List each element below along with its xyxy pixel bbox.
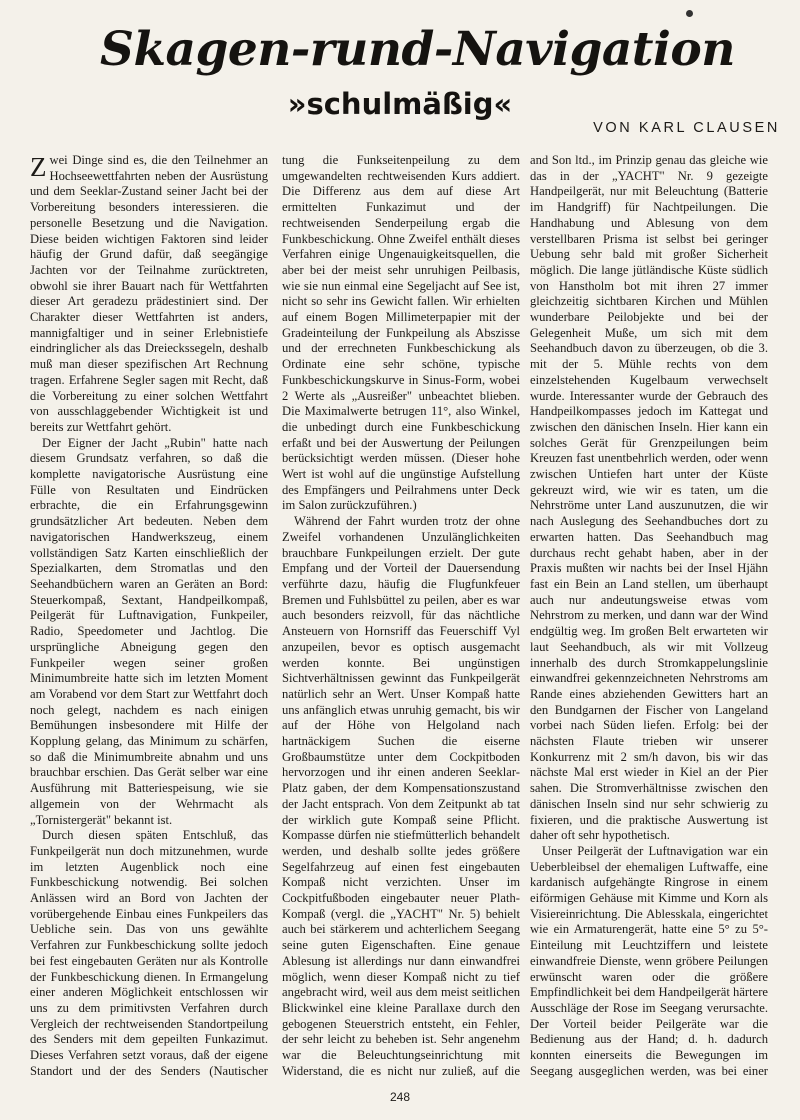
paragraph: tung die Funkseitenpeilung zu dem umgewandelten rechtweisenden Kurs addiert. Die Differenz aus dem auf diese Art ermittelten Funkazimut und der rechtweisenden Senderpeilung ergab die Funkbeschickung. Ohne Zweifel enthält dieses Verfahren einige Ungenauigkeitsquellen, die aber bei der meist sehr unruhigen Peilbasis, wie sie nun einmal eine Segeljacht auf See ist, nicht so sehr ins Gewicht fallen. Wir erhielten auf einem Bogen Millimeterpapier mit der Gradeinteilung der Funkpeilung als Abszisse und der errechneten Funkbeschickung als Ordinate eine sehr schöne, typische Funkbeschickungskurve in Sinus-Form, wobei 2 Werte als „Ausreißer" unbeachtet blieben. Die Maximalwerte betrugen 11°, also Winkel, die unbedingt durch eine Funkbeschickung erfaßt und bei der Auswertung der Peilungen berücksichtigt werden müssen. (Dieser hohe Wert ist wohl auf die ungünstige Aufstellung des Empfängers und Peilrahmens unter Deck im Salon zurückzuführen.) <box>282 153 520 513</box>
paragraph: Durch diesen späten Entschluß, das Funkpeilgerät nun doch mitzunehmen, wurde im letzten Augenblick noch eine Funkbeschickung notwendig. Bei solchen Anlässen wird an Bord von Jachten der vorübergehende Einbau eines Funkpeilers das Uebliche sein. Das von uns gewählte Verfahren zur Funkbeschickung sollte jedoch bei fest eingebauten Geräten nur als Kontrolle der Funkbeschickung dienen. In Ermangelung einer anderen Möglichkeit entschlossen wir uns zu dem primitivsten Verfahren durch Vergleich der rechtweisenden Standortpeilung des Senders mit dem gepeilten Funkazimut. Dieses Verfahren setzt voraus, daß der eigene Standort und der des Senders (Nautischer <box>30 828 268 1078</box>
paragraph: Zwei Dinge sind es, die den Teilnehmer an Hochseewettfahrten neben der Ausrüstung und dem Seeklar-Zustand seiner Jacht bei der Vorbereitung besonders interessieren. die personelle Besetzung und die Navigation. Diese beiden wichtigen Faktoren sind leider häufig der Grund dafür, daß seegängige Jachten vor der Teilnahme zurücktreten, obwohl sie ihrer Bauart nach für Wettfahrten dieser Art geradezu prädestiniert sind. Der Charakter dieser Wettfahrten ist anders, mannigfaltiger und in seiner Erlebnistiefe eindringlicher als das Dreieckssegeln, deshalb muß man dieser spezifischen Art Rechnung tragen. Erfahrene Segler sagen mit Recht, daß die Vorbereitung zu einer solchen Wettfahrt von ausschlaggebender Wichtigkeit ist und bereits zur Wettfahrt gehört. <box>30 153 268 434</box>
paragraph: Der Eigner der Jacht „Rubin" hatte nach diesem Grundsatz verfahren, so daß die komplette navigatorische Ausrüstung eine Fülle von Resultaten und Eindrücken erbrachte, die ein Erfahrungsgewinn grundsätzlicher Art bedeuten. Neben dem navigatorischen Handwerkszeug, einem vollständigen Satz Karten einschließlich der Spezialkarten, dem Stromatlas und den Seehandbüchern waren an Geräten an Bord: Steuerkompaß, Sextant, Handpeilkompaß, Peilgerät für Luftnavigation, Funkpeiler, Radio, Speedometer und Jachtlog. Die ursprüngliche Abneigung gegen den Funkpeiler wegen seiner großen Minimumbreite hatte sich im letzten Moment am Vorabend vor dem Start zur Wettfahrt doch noch gelegt, nachdem es nach einigen Bemühungen insbesondere mit Hilfe der Kopplung gelang, das Minimum zu schärfen, so daß die Minimumbreite abnahm und uns brauchbar erschien. Das Gerät selber war eine Ausführung mit Batteriespeisung, wie sie allgemein von der Wehrmacht als „Tornistergerät" bekannt ist. <box>30 435 268 827</box>
article-title: Skagen-rund-Navigation <box>100 22 735 77</box>
article-author: VON KARL CLAUSEN <box>593 120 780 136</box>
page-number: 248 <box>389 1090 411 1104</box>
print-speck <box>686 10 693 17</box>
text-column-1 <box>30 153 268 1081</box>
paragraph: Unser Peilgerät der Luftnavigation war ein Ueberbleibsel der ehemaligen Luftwaffe, eine kardanisch aufgehängte Ringrose in einem eiförmigen Gehäuse mit Kimme und Korn als Visiereinrichtung. Die Ablesskala, eingerichtet wie ein Armaturengerät, hatte eine 5° zu 5°-Einteilung mit Leuchtziffern und leistete einwandfreie Dienste, wenn gröbere Peilungen erwünscht waren oder die größere Empfindlichkeit bei dem Handpeilgerät härtere Ausschläge der Rose im Seegang verursachte. Der Vorteil beider Peilgeräte war die Bedienung aus der Hand; d. h. dadurch konnten einerseits die Bewegungen im Seegang ausgeglichen werden, was bei einer <box>530 843 768 1078</box>
article-subtitle: »schulmäßig« <box>287 87 513 121</box>
paragraph: Während der Fahrt wurden trotz der ohne Zweifel vorhandenen Unzulänglichkeiten brauchbare Funkpeilungen erzielt. Der gute Empfang und der Vorteil der Dauersendung verführte dazu, häufig die Flugfunkfeuer Bremen und Fuhlsbüttel zu peilen, aber es war auch besonders reizvoll, für das nächtliche Ansteuern von Hornsriff das Feuerschiff Vyl anzupeilen, bevor es optisch ausgemacht werden konnte. Bei ungünstigen Sichtverhältnissen gewinnt das Funkpeilgerät natürlich sehr an Wert. Unser Kompaß hatte uns anfänglich etwas unruhig gemacht, bis wir auf der Höhe von Helgoland nach hartnäckigem Suchen die eiserne Großbaumstütze unter dem Cockpitboden hervorzogen und ihr einen anderen Seeklar-Platz gaben, der dem Kompensationszustand der Jacht entsprach. Von dem Zeitpunkt ab tat der wirklich gute Kompaß seine Pflicht. Kompasse dürfen nie stiefmütterlich behandelt werden, und deshalb sollte jedes größere Segelfahrzeug auf einen fest eingebauten Kompaß nicht verzichten. Unser im Cockpitfußboden eingebauter neuer Plath-Kompaß (vergl. die „YACHT" Nr. 5) behielt auch bei stärkerem und achterlichem Seegang seine guten Eigenschaften. Eine genaue Ablesung ist allerdings nur dann einwandfrei möglich, wenn dieser Kompaß nicht zu tief angebracht wird, weil aus dem meist seitlichen Blickwinkel eine kleine Parallaxe durch den gebogenen Steuerstrich entsteht, ein Fehler, der sehr leicht zu beheben ist. Sehr angenehm war die Beleuchtungseinrichtung mit Widerstand, die es nicht nur zuließ, auf die <box>282 514 520 1078</box>
text-column-2 <box>282 153 520 1081</box>
text-column-3 <box>530 153 768 1081</box>
paragraph: and Son ltd., im Prinzip genau das gleiche wie das in der „YACHT" Nr. 9 gezeigte Handpeilgerät, nur mit Beleuchtung (Batterie im Handgriff) für Nachtpeilungen. Die Handhabung und Ablesung von dem verstellbaren Prisma ist selbst bei geringer Uebung sehr bald mit großer Sicherheit möglich. Die lange jütländische Küste südlich von Hanstholm bot mit ihren 27 immer gleichzeitig sichtbaren Kirchen und Mühlen wunderbare Peilobjekte und bei der Gelegenheit Muße, um sich mit dem Seehandbuch davon zu überzeugen, ob die 3. mit der 5. Mühle rechts von dem einzelstehenden Kugelbaum verwechselt wurde. Interessanter wurde der Gebrauch des Handpeilkompasses jedoch im Kattegat und zwischen den dänischen Inseln. Hier kann ein solches Gerät für Grenzpeilungen beim Kreuzen fast unentbehrlich werden, oder wenn zwischen Untiefen hart unter der Küste gekreuzt wird, wie wir es taten, um die Nehrströme unter Land auszunutzen, die wir nach Auslegung des Seehandbuches dort zu erwarten hatten. Das Seehandbuch mag durchaus recht gehabt haben, aber in der Praxis mußten wir nachts bei der Insel Hjähn fast ein Bein an Land stellen, um überhaupt auch nur andeutungsweise etwas vom Nehrstrom zu merken, und dann war der Wind endgültig weg. Im großen Belt erwarteten wir laut Seehandbuch, als wir mit Vollzeug innerhalb des durch Stromkappelungslinie einwandfrei gekennzeichneten Nehrstroms am Rande eines abziehenden Gewitters hart an den Bundgarnen der Fischer von Langeland vorbei nach Süden liefen. Erfolg: bei der nächsten Flaute trieben wir unserer Konkurrenz mit 2 sm/h davon, bis wir das nächste Mal erst wieder in Kiel an der Pier sahen. Die Stromverhältnisse zwischen den dänischen Inseln sind nur sehr schwierig zu fixieren, und die praktische Auswertung ist daher oft sehr hypothetisch. <box>530 153 768 843</box>
